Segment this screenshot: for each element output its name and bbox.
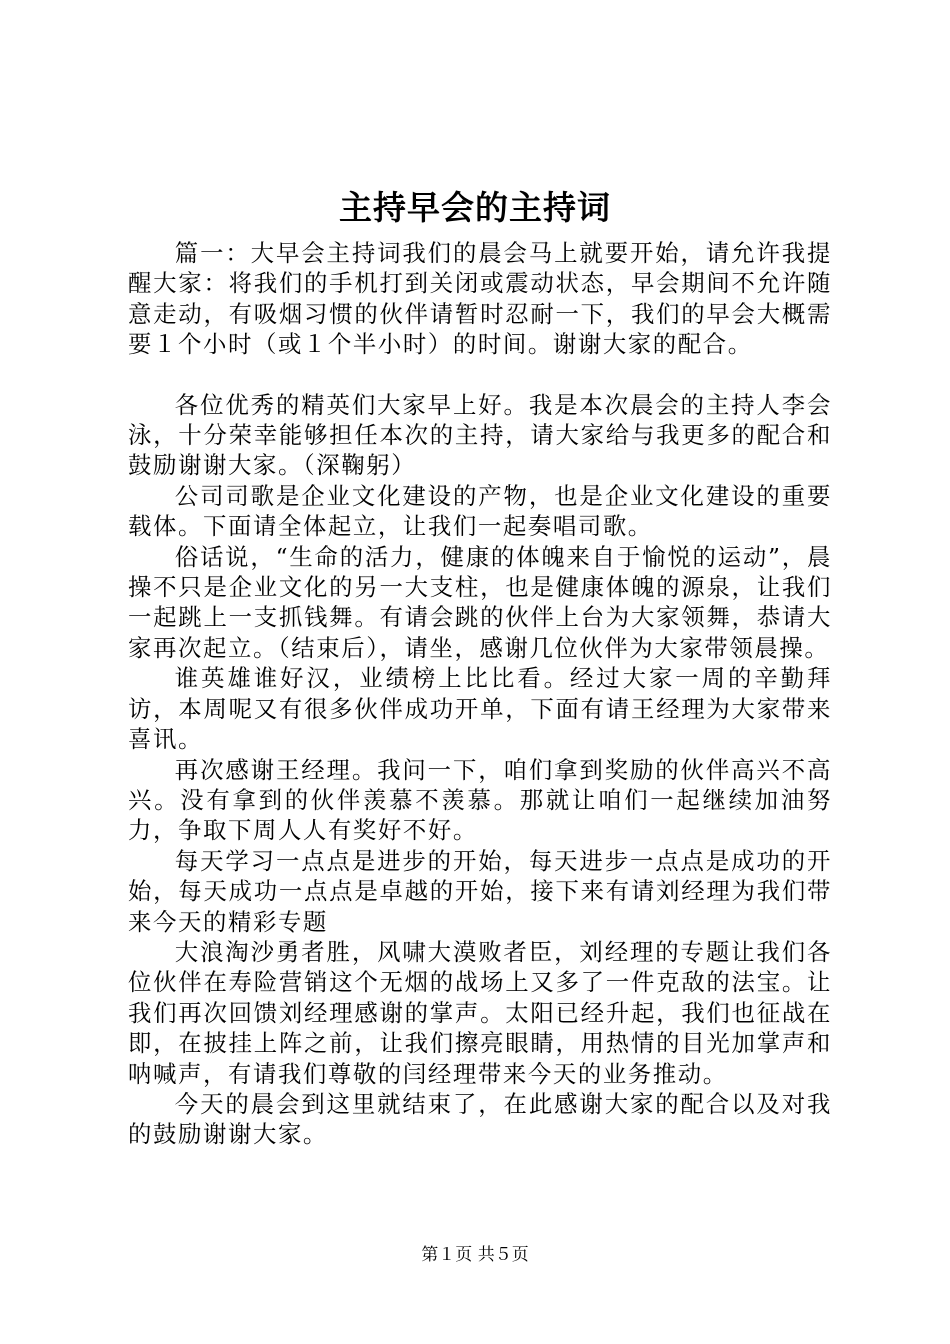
- paragraph-gap: [128, 360, 832, 390]
- page-number-footer: 第１页 共５页: [421, 1245, 529, 1265]
- paragraph-performance: 谁英雄谁好汉，业绩榜上比比看。经过大家一周的辛勤拜访，本周呢又有很多伙伴成功开单，下面有请王经理为大家带来喜讯。: [128, 664, 832, 754]
- paragraph-closing: 今天的晨会到这里就结束了，在此感谢大家的配合以及对我的鼓励谢谢大家。: [128, 1089, 832, 1149]
- paragraph-morning-exercise: 俗话说，“生命的活力，健康的体魄来自于愉悦的运动”，晨操不只是企业文化的另一大支柱，也是健康体魄的源泉，让我们一起跳上一支抓钱舞。有请会跳的伙伴上台为大家领舞，恭请大家再次起立。（结束后），请坐，感谢几位伙伴为大家带领晨操。: [128, 542, 832, 662]
- paragraph-company-song: 公司司歌是企业文化建设的产物，也是企业文化建设的重要载体。下面请全体起立，让我们一起奏唱司歌。: [128, 481, 832, 541]
- paragraph-thanks-manager: 再次感谢王经理。我问一下，咱们拿到奖励的伙伴高兴不高兴。没有拿到的伙伴羡慕不羡慕。那就让咱们一起继续加油努力，争取下周人人有奖好不好。: [128, 755, 832, 845]
- document-title: 主持早会的主持词: [339, 188, 611, 227]
- paragraph-greeting: 各位优秀的精英们大家早上好。我是本次晨会的主持人李会泳，十分荣幸能够担任本次的主持，请大家给与我更多的配合和鼓励谢谢大家。（深鞠躬）: [128, 390, 832, 480]
- paragraph-learning: 每天学习一点点是进步的开始，每天进步一点点是成功的开始，每天成功一点点是卓越的开始，接下来有请刘经理为我们带来今天的精彩专题: [128, 846, 832, 936]
- paragraph-intro: 篇一：大早会主持词我们的晨会马上就要开始，请允许我提醒大家：将我们的手机打到关闭或震动状态，早会期间不允许随意走动，有吸烟习惯的伙伴请暂时忍耐一下，我们的早会大概需要１个小时（或１个半小时）的时间。谢谢大家的配合。: [128, 239, 832, 359]
- document-body: [128, 238, 832, 1150]
- paragraph-topic: 大浪淘沙勇者胜，风啸大漠败者臣，刘经理的专题让我们各位伙伴在寿险营销这个无烟的战场上又多了一件克敌的法宝。让我们再次回馈刘经理感谢的掌声。太阳已经升起，我们也征战在即，在披挂上阵之前，让我们擦亮眼睛，用热情的目光加掌声和呐喊声，有请我们尊敬的闫经理带来今天的业务推动。: [128, 937, 832, 1088]
